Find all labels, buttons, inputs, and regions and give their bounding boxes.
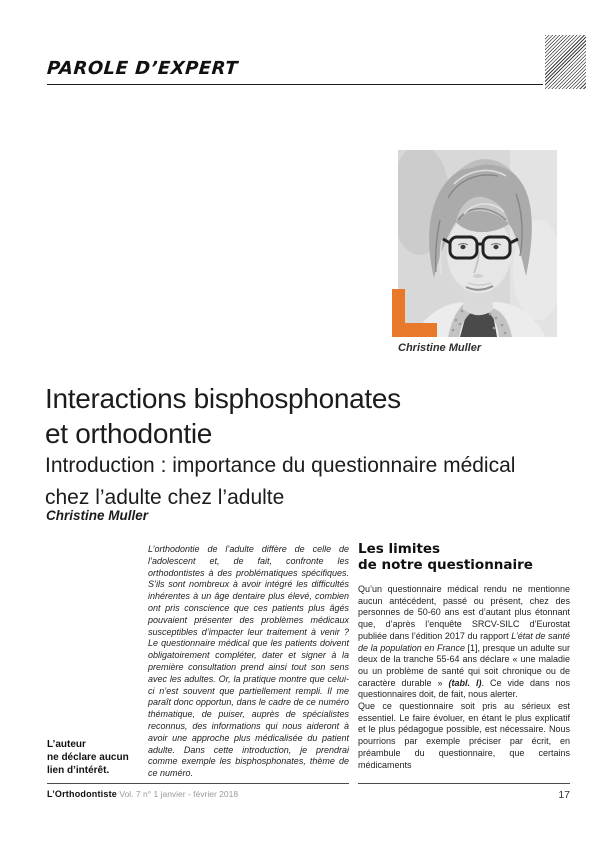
article-title-line2: et orthodontie [45, 418, 213, 449]
disclosure-line-3: lien d’intérêt. [47, 764, 110, 776]
section-heading-line2: de notre questionnaire [358, 556, 533, 573]
photo-caption: Christine Muller [398, 342, 482, 354]
footer-rule-left [47, 783, 349, 784]
footer-issue: Vol. 7 n° 1 janvier - février 2018 [119, 789, 239, 799]
disclosure-line-2: ne déclare aucun [47, 751, 129, 763]
section-kicker: PAROLE D’EXPERT [46, 58, 239, 79]
footer-journal-line [47, 789, 238, 799]
article-subtitle [45, 450, 515, 514]
disclosure-note [47, 739, 129, 777]
footer-rule-right [358, 783, 570, 784]
para1-text-c: . Ce vide dans nos questionnaires doit, de fait, nous alerter. [358, 677, 570, 700]
para1-text-a: Qu’un questionnaire médical rendu ne mentionne aucun antécédent, passé ou présent, chez des personnes de 50-60 ans est d’autant plus étonnant que, d’après l’enquête SRCV-SILC d’Eurostat publiée dans l’édition 2017 du rapport [358, 584, 570, 641]
article-title [45, 381, 401, 451]
section-heading [358, 542, 570, 573]
kicker-underline [47, 84, 543, 85]
footer-journal-name: L’Orthodontiste [47, 789, 117, 799]
article-subtitle-line2: chez l’adulte chez l’adulte [45, 486, 285, 509]
article-title-line1: Interactions bisphosphonates [45, 383, 401, 414]
page-number: 17 [558, 789, 570, 801]
disclosure-line-1: L’auteur [47, 739, 86, 750]
para1-table-ref: (tabl. I) [448, 677, 482, 688]
para1-text-b: [1], presque un adulte sur deux de la tranche 55-64 ans déclare « une maladie ou un problème de santé qui soit chronique ou de caractère durable » [358, 642, 570, 688]
para1-italic-title: L’état de santé de la population en France [358, 630, 570, 653]
portrait-photo [398, 150, 557, 337]
photo-corner-accent-horizontal [392, 323, 437, 337]
section-column [358, 542, 570, 771]
intro-paragraph: L’orthodontie de l’adulte diffère de celle de l’adolescent et, de fait, confronte les orthodontistes à des problématiques spécifiques. S’ils sont nombreux à avoir intégré les difficultés inhérentes à un âge dentaire plus élevé, combien ont pris conscience que ces patients plus âgés pouvaient présenter des problèmes médicaux susceptibles d’impacter leur traitement à venir ? Le questionnaire médical que les patients doivent obligatoirement compléter, dater et signer à la première consultation prend ainsi tout son sens avec les adultes. Or, la pratique montre que celui-ci n’est souvent que partiellement rempli. Il me paraît donc opportun, dans le cadre de ce numéro thématique, de puiser, auprès de spécialistes reconnus, des informations qui nous aideront à avoir une approche plus médicalisée du patient adulte. Dans cette introduction, je prendrai comme exemple les bisphosphonates, thème de ce numéro. [148, 544, 349, 779]
hatch-pattern-icon [545, 35, 586, 89]
portrait-illustration [398, 150, 557, 337]
section-heading-line1: Les limites [358, 541, 441, 557]
section-paragraph-1 [358, 584, 570, 701]
section-paragraph-2: Que ce questionnaire soit pris au sérieux est essentiel. Le faire évoluer, en étant le plus explicatif et le plus pédagogue possible, est nécessaire. Nous pourrions par exemple préciser par écrit, en préambule du questionnaire, que certains médicaments [358, 701, 570, 770]
article-author: Christine Muller [46, 508, 149, 523]
article-subtitle-line1: Introduction : importance du questionnaire médical [45, 454, 516, 477]
